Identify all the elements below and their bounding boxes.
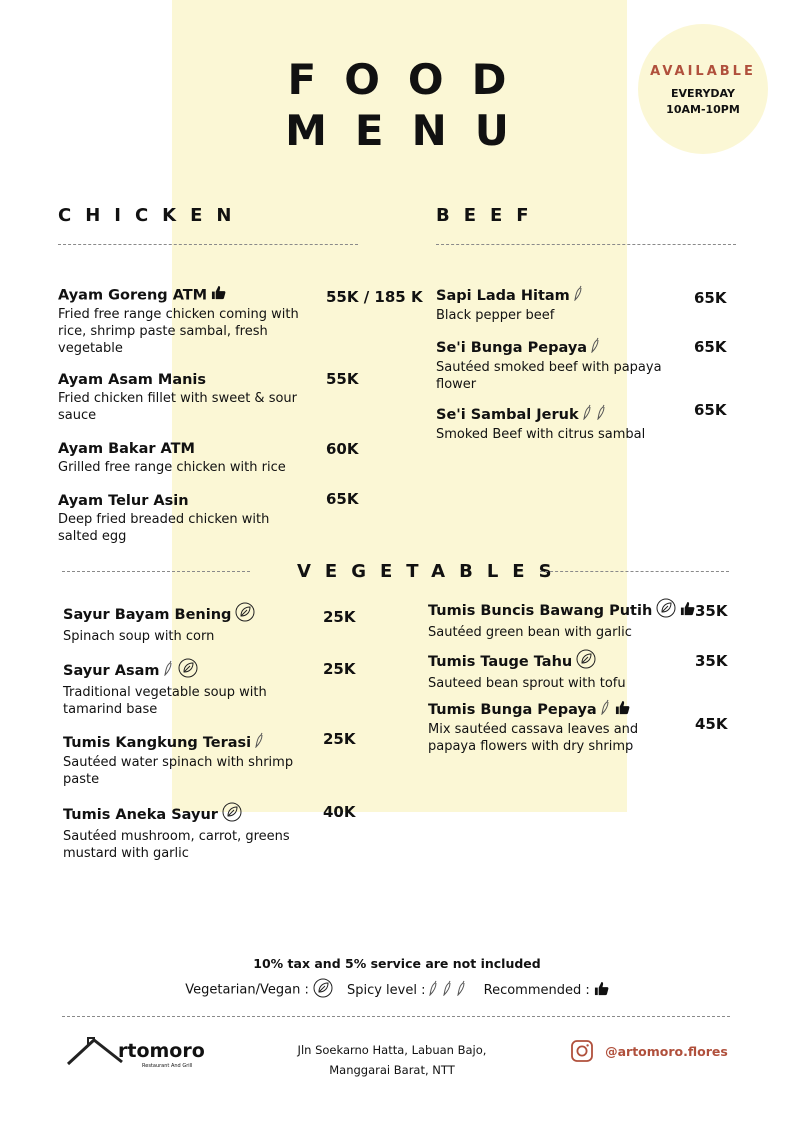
item-name: Sayur Bayam Bening <box>63 607 232 623</box>
item-price: 65K <box>694 289 727 307</box>
item-description: Traditional vegetable soup with tamarind base <box>63 685 267 717</box>
chili-icon <box>574 285 584 307</box>
menu-item <box>428 649 678 692</box>
item-price: 65K <box>694 338 727 356</box>
divider <box>62 1016 730 1017</box>
leaf-icon <box>576 649 596 675</box>
item-description: Sautéed water spinach with shrimp paste <box>63 755 294 787</box>
menu-item <box>58 285 318 357</box>
item-name: Tumis Bunga Pepaya <box>428 702 597 718</box>
item-price: 60K <box>326 440 359 458</box>
item-description: Black pepper beef <box>436 308 555 323</box>
item-name: Ayam Telur Asin <box>58 493 189 509</box>
item-name: Tumis Tauge Tahu <box>428 654 573 670</box>
icon-legend <box>0 978 794 1002</box>
brand-subtitle: Restaurant And Grill <box>142 1063 193 1069</box>
item-name: Tumis Kangkung Terasi <box>63 735 252 751</box>
menu-item <box>428 598 693 641</box>
thumbs-up-icon <box>211 285 226 306</box>
item-name: Ayam Bakar ATM <box>58 441 195 457</box>
item-price: 35K <box>695 602 728 620</box>
item-description: Smoked Beef with citrus sambal <box>436 427 646 442</box>
item-name: Se'i Bunga Pepaya <box>436 340 588 356</box>
tax-note: 10% tax and 5% service are not included <box>253 956 541 971</box>
menu-title-food: FOOD <box>287 55 535 104</box>
thumbs-up-icon <box>680 601 695 622</box>
chili-icon <box>583 404 593 426</box>
divider <box>58 244 358 245</box>
item-name: Se'i Sambal Jeruk <box>436 407 579 423</box>
item-price: 25K <box>323 660 356 678</box>
item-price: 25K <box>323 730 356 748</box>
section-heading-vegetables: VEGETABLES <box>297 561 566 582</box>
section-heading-chicken: CHICKEN <box>58 205 246 226</box>
item-price: 55K / 185 K <box>326 288 423 306</box>
logo <box>66 1034 216 1076</box>
chili-icon <box>255 732 265 754</box>
menu-item <box>58 371 318 424</box>
chili-icon <box>429 980 439 1000</box>
section-heading-beef: BEEF <box>436 205 543 226</box>
divider <box>62 571 250 572</box>
address-line: Manggarai Barat, NTT <box>329 1063 455 1077</box>
item-price: 45K <box>695 715 728 733</box>
menu-item <box>436 404 686 443</box>
item-name: Ayam Asam Manis <box>58 372 207 388</box>
item-name: Sapi Lada Hitam <box>436 288 570 304</box>
leaf-icon <box>235 602 255 628</box>
item-description: Spinach soup with corn <box>63 629 215 644</box>
legend-recommended: Recommended : <box>483 982 590 998</box>
item-description: Sautéed green bean with garlic <box>428 625 632 640</box>
brand-name: rtomoro <box>118 1040 205 1062</box>
instagram-icon <box>570 1039 594 1063</box>
availability-badge <box>638 24 768 154</box>
item-price: 40K <box>323 803 356 821</box>
menu-item <box>436 337 666 393</box>
item-description: Fried free range chicken coming with rice, shrimp paste sambal, fresh vegetable <box>58 307 299 356</box>
item-name: Tumis Aneka Sayur <box>63 807 218 823</box>
divider <box>436 244 736 245</box>
item-price: 65K <box>326 490 359 508</box>
availability-label: AVAILABLE <box>650 64 756 79</box>
item-price: 35K <box>695 652 728 670</box>
legend-spicy: Spicy level : <box>346 982 426 998</box>
item-description: Mix sautéed cassava leaves and papaya flowers with dry shrimp <box>428 722 639 754</box>
item-name: Sayur Asam <box>63 663 160 679</box>
item-description: Deep fried breaded chicken with salted egg <box>58 512 270 544</box>
thumbs-up-icon <box>615 700 630 721</box>
thumbs-up-icon <box>594 981 609 1000</box>
address <box>272 1040 512 1080</box>
item-price: 65K <box>694 401 727 419</box>
menu-item <box>58 440 323 476</box>
item-description: Sauteed bean sprout with tofu <box>428 676 626 691</box>
instagram-handle[interactable] <box>570 1039 728 1063</box>
availability-hours: 10AM-10PM <box>666 103 740 116</box>
item-description: Grilled free range chicken with rice <box>58 460 286 475</box>
legend-vegetarian: Vegetarian/Vegan : <box>185 982 309 998</box>
item-price: 55K <box>326 370 359 388</box>
item-name: Ayam Goreng ATM <box>58 287 208 304</box>
menu-item <box>63 602 313 645</box>
menu-item <box>63 658 313 718</box>
divider <box>540 571 729 572</box>
item-description: Sautéed mushroom, carrot, greens mustard with garlic <box>63 829 290 861</box>
item-price: 25K <box>323 608 356 626</box>
item-description: Sautéed smoked beef with papaya flower <box>436 360 662 392</box>
chili-icon <box>164 660 174 682</box>
leaf-icon <box>178 658 198 684</box>
chili-icon <box>597 404 607 426</box>
menu-item <box>436 285 686 324</box>
instagram-link[interactable]: @artomoro.flores <box>605 1043 728 1059</box>
menu-item <box>58 492 308 545</box>
availability-days: EVERYDAY <box>671 87 735 100</box>
address-line: Jln Soekarno Hatta, Labuan Bajo, <box>297 1043 487 1057</box>
item-description: Fried chicken fillet with sweet & sour sauce <box>58 391 298 423</box>
leaf-icon <box>656 598 676 624</box>
menu-item <box>63 732 303 788</box>
chili-icon <box>457 980 467 1000</box>
chili-icon <box>591 337 601 359</box>
chili-icon <box>601 699 611 721</box>
leaf-icon <box>222 802 242 828</box>
menu-item <box>428 699 658 755</box>
menu-item <box>63 802 293 862</box>
menu-title-menu: MENU <box>285 106 537 155</box>
chili-icon <box>443 980 453 1000</box>
item-name: Tumis Buncis Bawang Putih <box>428 603 653 619</box>
leaf-icon <box>313 978 333 1002</box>
